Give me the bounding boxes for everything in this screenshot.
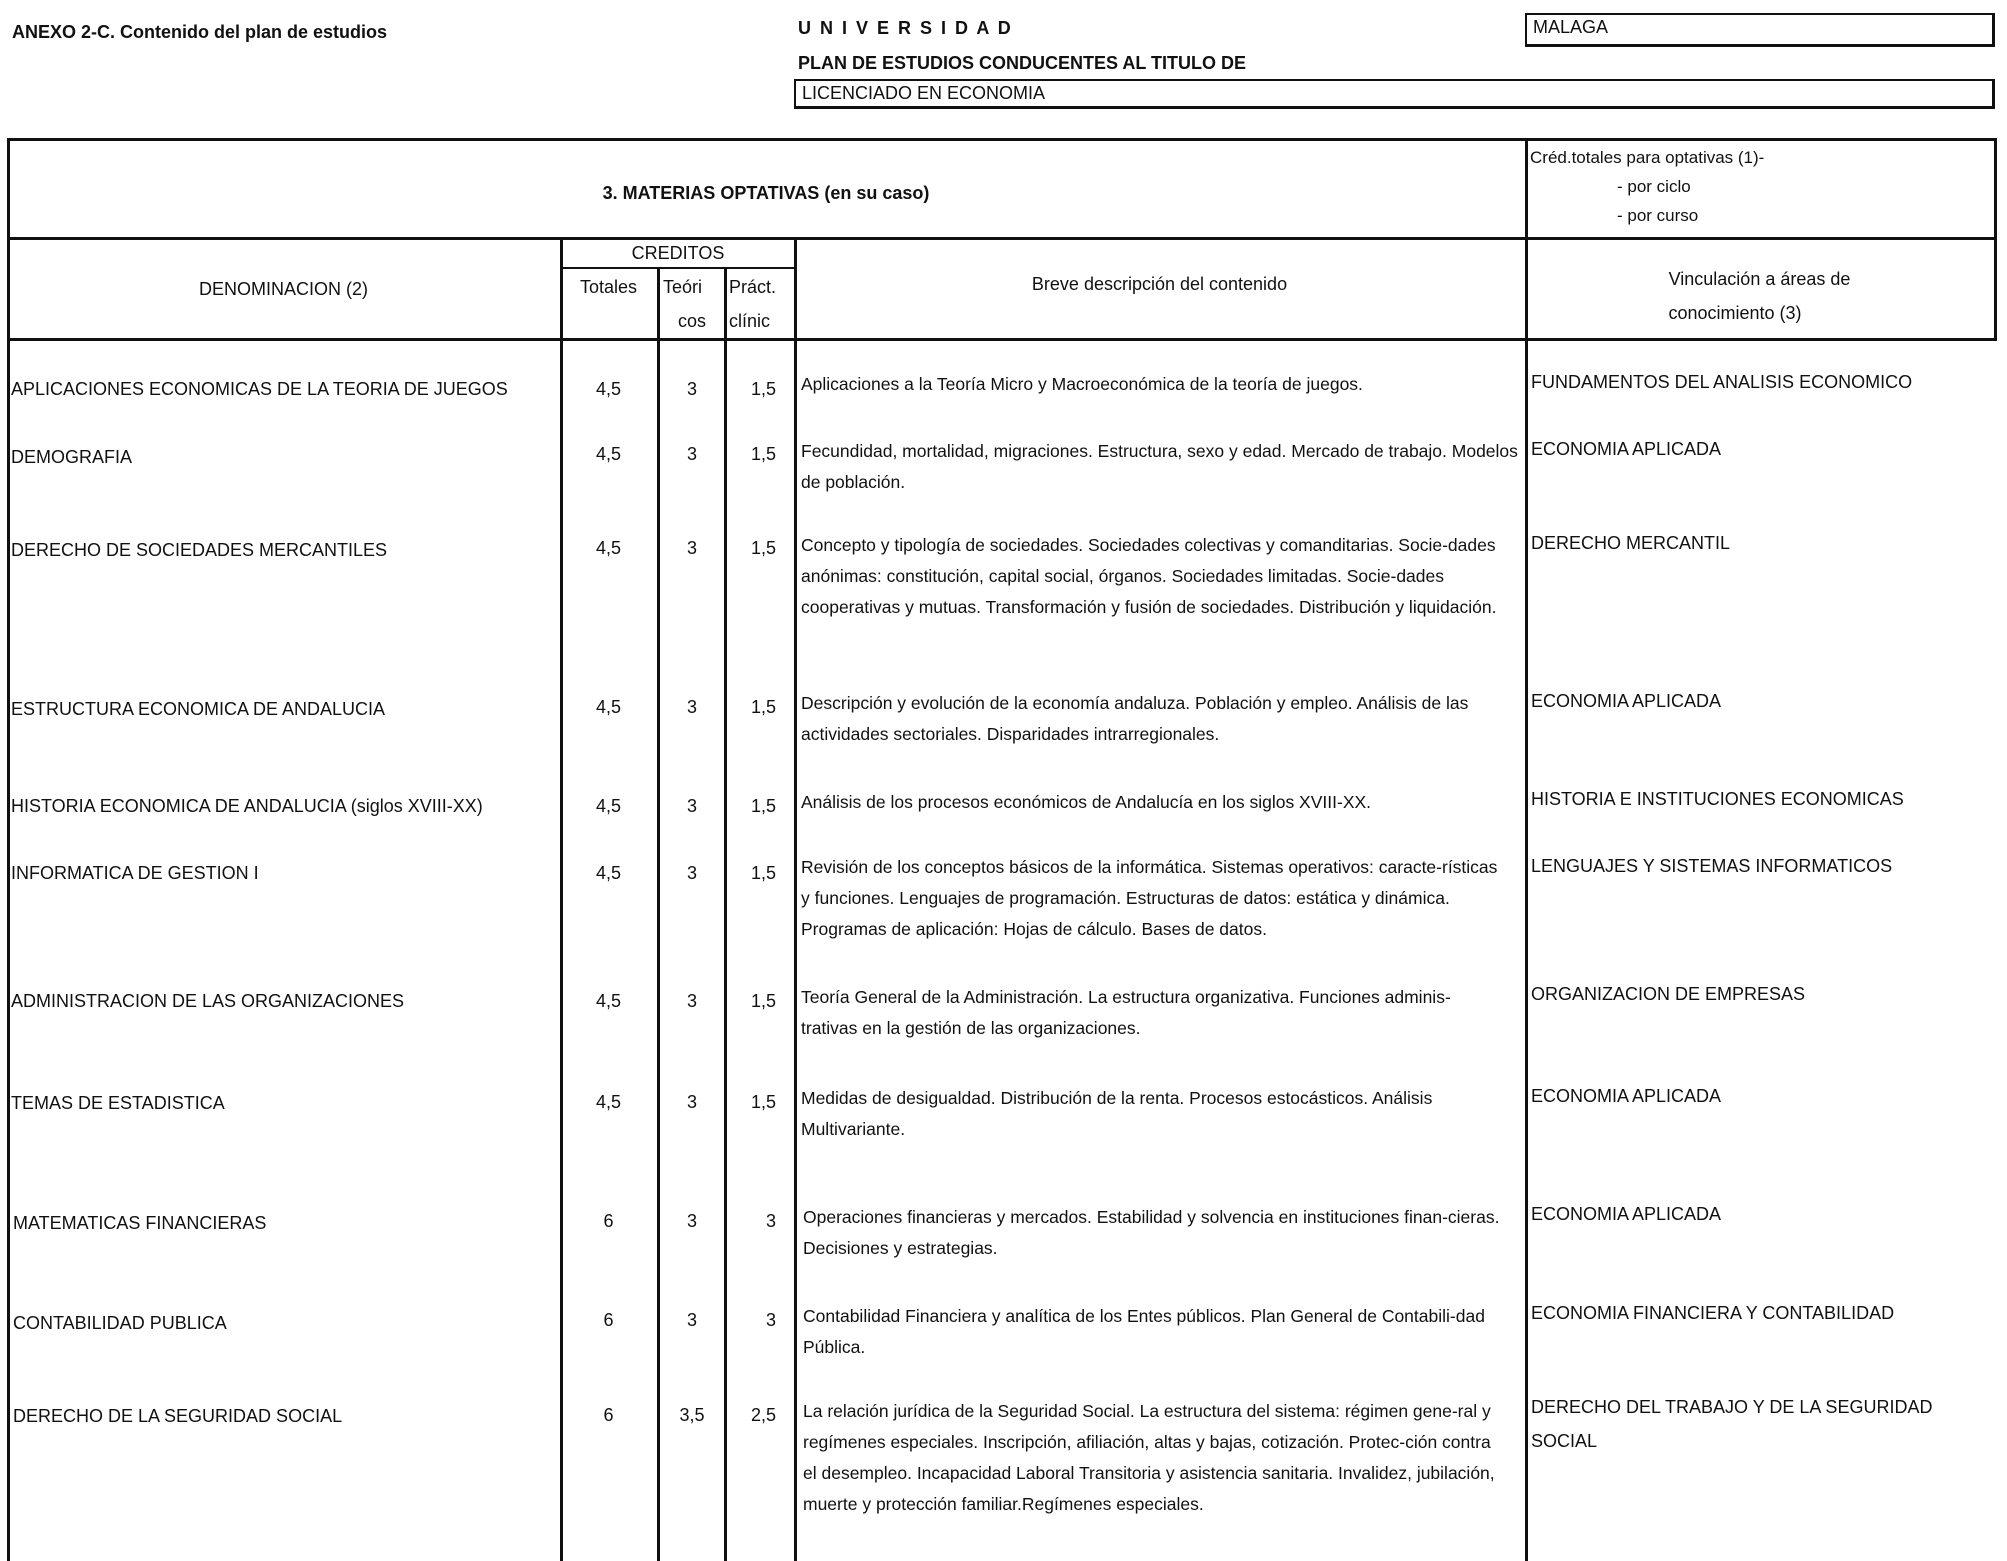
row-totales: 6 <box>603 1405 614 1425</box>
row-area: ECONOMIA APLICADA <box>1531 691 1722 711</box>
row-descripcion: Teoría General de la Administración. La estructura organizativa. Funciones adminis-trativas en la gestión de las organizaciones. <box>801 987 1451 1038</box>
row-teoricos: 3 <box>686 991 697 1011</box>
row-practicos: 2,5 <box>750 1405 776 1425</box>
row-totales: 4,5 <box>595 444 622 464</box>
row-denominacion: APLICACIONES ECONOMICAS DE LA TEORIA DE JUEGOS <box>11 379 508 399</box>
cred-por-ciclo: - por ciclo <box>1617 177 1691 196</box>
row-teoricos: 3 <box>686 1310 697 1330</box>
table-left-border-body <box>7 338 10 1561</box>
universidad-field: MALAGA <box>1525 13 1995 47</box>
col-header-practicos-2: clínic <box>729 311 771 331</box>
row-totales: 4,5 <box>595 991 622 1011</box>
col-header-denominacion: DENOMINACION (2) <box>198 279 368 299</box>
row-totales: 4,5 <box>595 1092 622 1112</box>
row-area: DERECHO DEL TRABAJO Y DE LA SEGURIDAD SOCIAL <box>1531 1397 1933 1451</box>
row-practicos: 1,5 <box>750 1092 776 1112</box>
row-descripcion: La relación jurídica de la Seguridad Social. La estructura del sistema: régimen gene-ral y regímenes especiales. Inscripción, afiliación, altas y bajas, cotización. Protec-ción contra el desempleo. Incapacidad Laboral Transitoria y asistencia sanitaria. Invalidez, jubilación, muerte y protección familiar.Regímenes especiales. <box>803 1401 1495 1514</box>
row-area: LENGUAJES Y SISTEMAS INFORMATICOS <box>1531 856 1893 876</box>
cred-totales-label: Créd.totales para optativas (1)- <box>1530 148 1765 167</box>
row-denominacion: DERECHO DE LA SEGURIDAD SOCIAL <box>13 1406 343 1426</box>
row-descripcion: Medidas de desigualdad. Distribución de la renta. Procesos estocásticos. Análisis Multivariante. <box>801 1088 1433 1139</box>
row-denominacion: ADMINISTRACION DE LAS ORGANIZACIONES <box>11 991 405 1011</box>
row-area: DERECHO MERCANTIL <box>1531 533 1731 553</box>
row-denominacion: MATEMATICAS FINANCIERAS <box>13 1213 267 1233</box>
row-denominacion: TEMAS DE ESTADISTICA <box>11 1093 225 1113</box>
row-totales: 4,5 <box>595 379 622 399</box>
row-area: ECONOMIA APLICADA <box>1531 1086 1722 1106</box>
col-divider-area <box>1525 138 1528 1561</box>
col-header-vinculacion-2: conocimiento (3) <box>1668 303 1802 323</box>
row-practicos: 1,5 <box>750 991 776 1011</box>
col-header-teoricos-1: Teóri <box>663 277 703 297</box>
cred-por-curso: - por curso <box>1617 206 1699 225</box>
row-descripcion: Análisis de los procesos económicos de Andalucía en los siglos XVIII-XX. <box>801 792 1372 812</box>
col-header-descripcion: Breve descripción del contenido <box>1031 274 1288 294</box>
row-area: HISTORIA E INSTITUCIONES ECONOMICAS <box>1531 789 1904 809</box>
row-denominacion: HISTORIA ECONOMICA DE ANDALUCIA (siglos XVIII-XX) <box>11 796 483 816</box>
row-descripcion: Contabilidad Financiera y analítica de los Entes públicos. Plan General de Contabili-dad Pública. <box>803 1306 1485 1357</box>
row-practicos: 1,5 <box>750 444 776 464</box>
row-totales: 4,5 <box>595 538 622 558</box>
plan-label: PLAN DE ESTUDIOS CONDUCENTES AL TITULO DE <box>798 53 1247 73</box>
row-teoricos: 3 <box>686 444 697 464</box>
row-denominacion: INFORMATICA DE GESTION I <box>11 863 259 883</box>
row-denominacion: DEMOGRAFIA <box>11 447 133 467</box>
row-teoricos: 3 <box>686 796 697 816</box>
row-practicos: 1,5 <box>750 863 776 883</box>
row-area: ORGANIZACION DE EMPRESAS <box>1531 984 1806 1004</box>
col-header-teoricos-2: cos <box>678 311 707 331</box>
row-area: ECONOMIA FINANCIERA Y CONTABILIDAD <box>1531 1303 1895 1323</box>
column-header-divider <box>7 338 1997 341</box>
col-divider-totales <box>560 237 563 1561</box>
row-descripcion: Concepto y tipología de sociedades. Sociedades colectivas y comanditarias. Socie-dades anónimas: constitución, capital social, órganos. Sociedades limitadas. Socie-dades cooperativas y mutuas. Transformación y fusión de sociedades. Distribución y liquidación. <box>801 535 1497 617</box>
col-divider-descripcion <box>794 237 797 1561</box>
row-practicos: 1,5 <box>750 697 776 717</box>
section-title: 3. MATERIAS OPTATIVAS (en su caso) <box>602 183 930 203</box>
row-practicos: 1,5 <box>750 538 776 558</box>
row-totales: 4,5 <box>595 863 622 883</box>
row-practicos: 1,5 <box>750 796 776 816</box>
table-left-border <box>7 138 10 341</box>
row-area: ECONOMIA APLICADA <box>1531 1204 1722 1224</box>
titulo-field: LICENCIADO EN ECONOMIA <box>794 79 1995 109</box>
row-practicos: 1,5 <box>750 379 776 399</box>
row-practicos: 3 <box>765 1211 776 1231</box>
row-area: FUNDAMENTOS DEL ANALISIS ECONOMICO <box>1531 372 1913 392</box>
row-descripcion: Descripción y evolución de la economía andaluza. Población y empleo. Análisis de las actividades sectoriales. Disparidades intrarregionales. <box>801 693 1469 744</box>
col-header-creditos: CREDITOS <box>631 243 725 263</box>
row-area: ECONOMIA APLICADA <box>1531 439 1722 459</box>
row-descripcion: Operaciones financieras y mercados. Estabilidad y solvencia en instituciones finan-cieras. Decisiones y estrategias. <box>803 1207 1500 1258</box>
row-totales: 4,5 <box>595 697 622 717</box>
row-descripcion: Fecundidad, mortalidad, migraciones. Estructura, sexo y edad. Mercado de trabajo. Modelos de población. <box>801 441 1518 492</box>
row-teoricos: 3 <box>686 863 697 883</box>
row-totales: 6 <box>603 1310 614 1330</box>
col-header-totales: Totales <box>579 277 638 297</box>
row-teoricos: 3,5 <box>679 1405 705 1425</box>
table-top-border <box>7 138 1997 141</box>
col-header-vinculacion-1: Vinculación a áreas de <box>1668 269 1851 289</box>
row-denominacion: CONTABILIDAD PUBLICA <box>13 1313 227 1333</box>
row-totales: 4,5 <box>595 796 622 816</box>
row-totales: 6 <box>603 1211 614 1231</box>
row-descripcion: Aplicaciones a la Teoría Micro y Macroeconómica de la teoría de juegos. <box>801 374 1363 394</box>
annex-title: ANEXO 2-C. Contenido del plan de estudios <box>12 22 388 42</box>
row-teoricos: 3 <box>686 1092 697 1112</box>
row-descripcion: Revisión de los conceptos básicos de la informática. Sistemas operativos: caracte-rísticas y funciones. Lenguajes de programación. Estructuras de datos: estática y dinámica. Programas de aplicación: Hojas de cálculo. Bases de datos. <box>801 857 1498 939</box>
row-teoricos: 3 <box>686 379 697 399</box>
section-header-divider <box>7 237 1997 240</box>
row-teoricos: 3 <box>686 697 697 717</box>
creditos-subheader-line <box>560 267 796 269</box>
row-denominacion: DERECHO DE SOCIEDADES MERCANTILES <box>11 540 388 560</box>
row-teoricos: 3 <box>686 538 697 558</box>
table-right-border <box>1994 138 1997 341</box>
universidad-label: U N I V E R S I D A D <box>798 18 1013 38</box>
row-denominacion: ESTRUCTURA ECONOMICA DE ANDALUCIA <box>11 699 386 719</box>
row-teoricos: 3 <box>686 1211 697 1231</box>
row-practicos: 3 <box>765 1310 776 1330</box>
col-header-practicos-1: Práct. <box>729 277 777 297</box>
